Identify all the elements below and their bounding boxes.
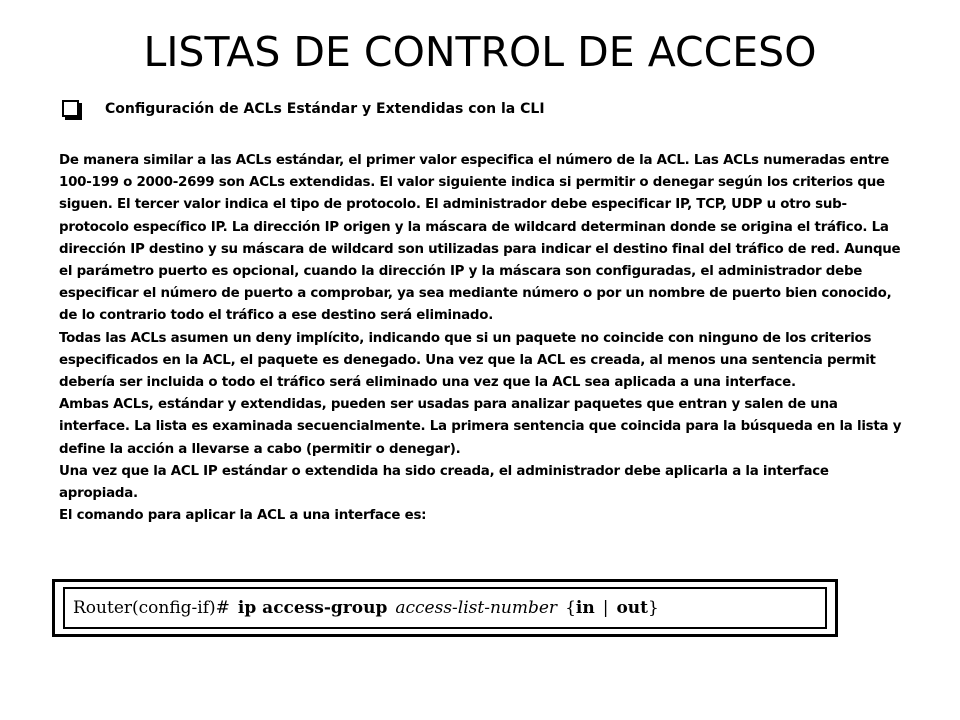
command-syntax-box xyxy=(53,580,837,636)
command-option-in: in xyxy=(575,598,595,618)
body-text xyxy=(59,150,909,527)
bullet-heading xyxy=(62,100,545,117)
paragraph: Ambas ACLs, estándar y extendidas, pueden ser usadas para analizar paquetes que entran y salen de una interface. La lista es examinada secuencialmente. La primera sentencia que coincida para la búsqueda en la lista y define la acción a llevarse a cabo (permitir o denegar). xyxy=(59,397,902,457)
command-close-brace: } xyxy=(648,598,659,618)
command-argument: access-list-number xyxy=(395,598,558,618)
square-bullet-icon xyxy=(62,100,79,117)
paragraph: Una vez que la ACL IP estándar o extendida ha sido creada, el administrador debe aplicarla a la interface apropiada. xyxy=(59,463,829,502)
command-keyword: ip access-group xyxy=(237,598,388,618)
command-syntax xyxy=(63,587,827,629)
paragraph: Todas las ACLs asumen un deny implícito, indicando que si un paquete no coincide con ninguno de los criterios especificados en la ACL, el paquete es denegado. Una vez que la ACL es creada, al menos una sentencia permit debería ser incluida o todo el tráfico será eliminado una vez que la ACL sea aplicada a una interface. xyxy=(59,330,876,391)
page-title: LISTAS DE CONTROL DE ACCESO xyxy=(143,28,817,76)
command-prompt: Router(config-if)# xyxy=(73,598,230,618)
command-separator: | xyxy=(602,598,609,618)
command-open-brace: { xyxy=(565,598,576,618)
subheading: Configuración de ACLs Estándar y Extendidas con la CLI xyxy=(105,100,545,117)
paragraph: De manera similar a las ACLs estándar, el primer valor especifica el número de la ACL. Las ACLs numeradas entre 100-199 o 2000-2699 son ACLs extendidas. El valor siguiente indica si permitir o denegar según los criterios que siguen. El tercer valor indica el tipo de protocolo. El administrador debe especificar IP, TCP, UDP u otro sub-protocolo específico IP. La dirección IP origen y la máscara de wildcard determinan donde se origina el tráfico. La dirección IP destino y su máscara de wildcard son utilizadas para indicar el destino final del tráfico de red. Aunque el parámetro puerto es opcional, cuando la dirección IP y la máscara son configuradas, el administrador debe especificar el número de puerto a comprobar, ya sea mediante número o por un nombre de puerto bien conocido, de lo contrario todo el tráfico a ese destino será eliminado. xyxy=(59,153,901,324)
paragraph: El comando para aplicar la ACL a una interface es: xyxy=(59,508,427,524)
command-option-out: out xyxy=(616,598,649,618)
